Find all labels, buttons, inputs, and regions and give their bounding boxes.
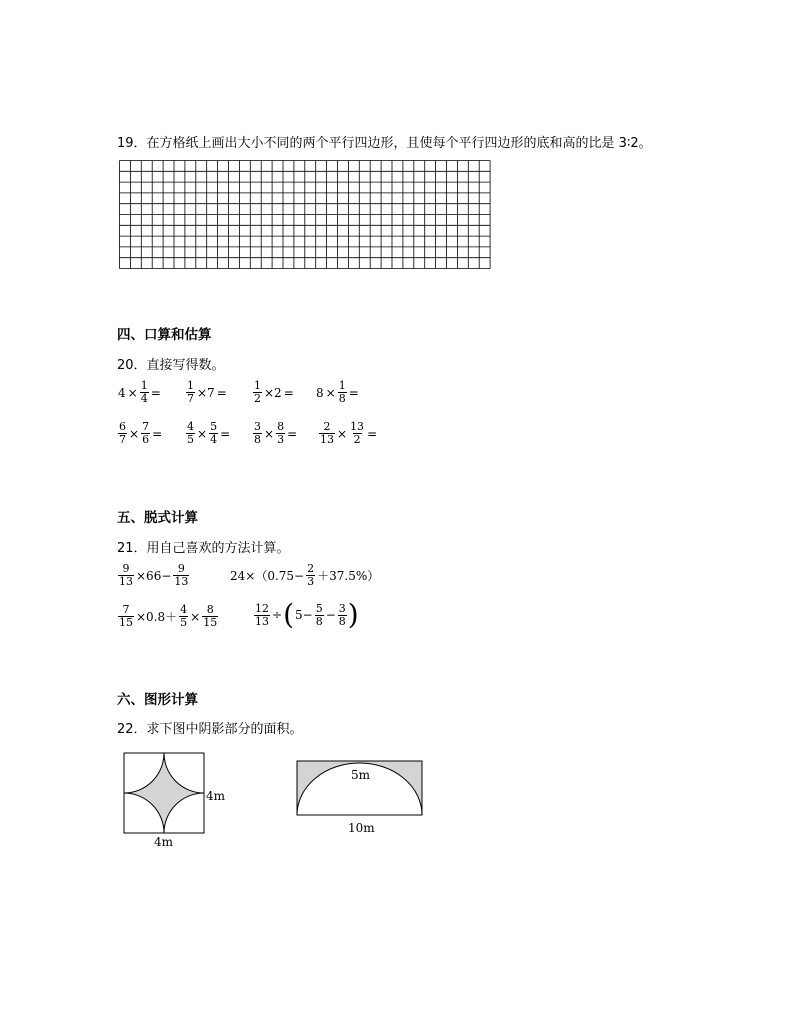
question-22-text: 22．求下图中阴影部分的面积。 [117, 722, 303, 737]
q20-item-2: $\frac{1}{7}$ ×7 = [187, 379, 227, 405]
question-19-text: 19．在方格纸上画出大小不同的两个平行四边形，且使每个平行四边形的底和高的比是 3∶2。 [117, 136, 652, 151]
q20-item-1: 4 × $\frac{1}{4}$ = [118, 379, 161, 405]
question-21-text: 21．用自己喜欢的方法计算。 [117, 541, 290, 556]
question-20-text: 20．直接写得数。 [117, 358, 225, 373]
q21-expr-2: 24×（0.75− $\frac{2}{3}$ ＋37.5%） [230, 562, 380, 588]
q21-expr-4: $\frac{12}{13}$ ÷ ( 5− $\frac{5}{8}$ − $\frac{3}{8}$ ) [255, 598, 359, 631]
fig1-side-label: 4m [206, 789, 226, 803]
q20-item-6: $\frac{4}{5}$ × $\frac{5}{4}$ = [187, 420, 231, 446]
q20-item-8: $\frac{2}{13}$ × $\frac{13}{2}$ = [320, 420, 378, 446]
q20-item-5: $\frac{6}{7}$ × $\frac{7}{6}$ = [119, 420, 163, 446]
section-6-title: 六、图形计算 [117, 692, 198, 708]
section-4-title: 四、口算和估算 [117, 327, 212, 343]
right-paren: ) [347, 598, 359, 631]
fig2-top-label: 5m [351, 768, 371, 782]
q20-item-7: $\frac{3}{8}$ × $\frac{8}{3}$ = [254, 420, 298, 446]
grid-paper[interactable] [119, 160, 492, 270]
section-5-title: 五、脱式计算 [117, 510, 198, 526]
q20-item-4: 8 × $\frac{1}{8}$ = [316, 379, 359, 405]
q21-expr-1: $\frac{9}{13}$ ×66− $\frac{9}{13}$ [119, 562, 189, 588]
figure-square-quarter-circles [120, 750, 210, 835]
q20-item-3: $\frac{1}{2}$ ×2 = [254, 379, 294, 405]
left-paren: ( [283, 598, 294, 631]
figure-rect-semicircle [295, 758, 425, 818]
fig2-bottom-label: 10m [348, 821, 375, 835]
q21-expr-3: $\frac{7}{15}$ ×0.8＋ $\frac{4}{5}$ × $\frac{8}{15}$ [119, 603, 218, 629]
fig1-bottom-label: 4m [154, 835, 174, 849]
